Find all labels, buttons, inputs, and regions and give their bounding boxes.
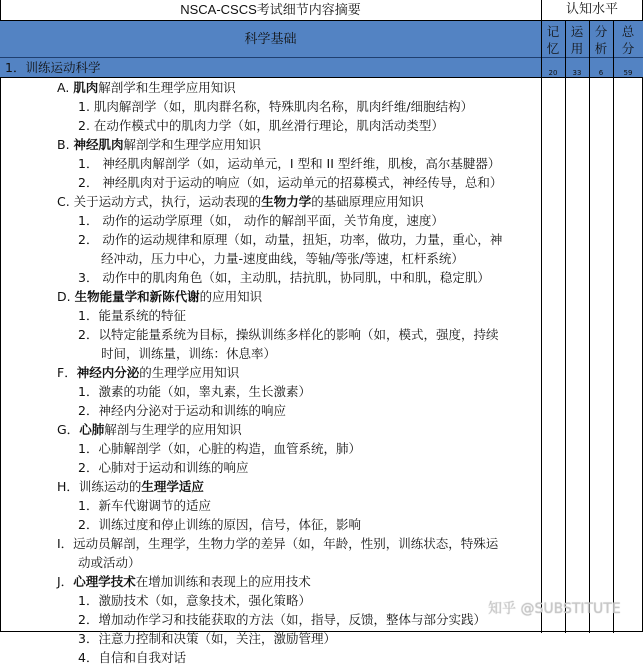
item-text: I．远动员解剖，生理学，生物力学的差异（如，年龄，性别，训练状态，特殊运 (57, 536, 499, 551)
column-divider (613, 20, 614, 633)
outline-item (57, 135, 261, 154)
outline-item (78, 439, 361, 458)
section-title: 1．训练运动科学 (0, 57, 541, 78)
outline-item (78, 401, 286, 420)
item-keyword: 心肺 (79, 422, 105, 437)
outline-item (78, 211, 444, 230)
outline-item (78, 268, 490, 287)
outline-item (78, 515, 361, 534)
item-text: 解剖学和生理学应用知识 (98, 80, 236, 95)
item-text: 1． 神经肌肉解剖学（如，运动单元，I 型和 II 型纤维，肌梭，高尔基腱器） (78, 156, 501, 171)
item-text: 的生理学应用知识 (139, 365, 240, 380)
col-header-analysis (589, 20, 613, 57)
outline-item (78, 591, 311, 610)
outline-item (101, 344, 276, 363)
outline-item (78, 325, 498, 344)
item-text: H．训练运动的 (57, 479, 142, 494)
col-header-text: 分 (621, 41, 635, 56)
col-header-text: 析 (594, 41, 608, 56)
col-header-text: 总 (621, 24, 635, 39)
outline-item (57, 420, 242, 439)
item-text: 2. 在动作模式中的肌肉力学（如，肌丝滑行理论，肌肉活动类型） (78, 118, 444, 133)
col-header-text: 分 (594, 24, 608, 39)
outline-item (78, 116, 444, 135)
item-text: 2．训练过度和停止训练的原因，信号，体征，影响 (78, 517, 361, 532)
item-text: 2．以特定能量系统为目标，操纵训练多样化的影响（如，模式，强度，持续 (78, 327, 499, 342)
item-text: 4．自信和自我对话 (78, 650, 186, 665)
item-text: 解剖与生理学的应用知识 (104, 422, 242, 437)
column-divider (541, 0, 542, 633)
outline-item (57, 287, 262, 306)
item-text: 的应用知识 (199, 289, 263, 304)
col-header-memory (541, 20, 565, 57)
outline-item (78, 496, 211, 515)
outline-item (78, 230, 502, 249)
outline-item (57, 477, 204, 496)
item-text: 经冲动，压力中心，力量-速度曲线，等轴/等张/等速，杠杆系统） (101, 251, 464, 266)
outline-item (78, 458, 248, 477)
col-header-text: 运 (570, 24, 584, 39)
outline-item (78, 382, 311, 401)
outline-item (78, 154, 500, 173)
score-total: 59 (613, 57, 643, 78)
cognitive-level-title: 认知水平 (565, 2, 618, 17)
score-analysis: 6 (589, 57, 613, 78)
item-keyword: 心理学技术 (73, 574, 136, 589)
outline-item (101, 249, 464, 268)
item-keyword: 生理学适应 (141, 479, 204, 494)
document-title: NSCA-CSCS考试细节内容摘要 (180, 2, 361, 17)
outline-item (78, 553, 141, 572)
item-text: 1．能量系统的特征 (78, 308, 186, 323)
item-text: 动或活动） (78, 555, 141, 570)
item-text: J． (57, 574, 74, 589)
outline-item (78, 306, 186, 325)
item-text: 3． 动作中的肌肉角色（如，主动肌，拮抗肌，协同肌，中和肌，稳定肌） (78, 270, 490, 285)
outline-item (78, 610, 486, 629)
item-text: 2．神经内分泌对于运动和训练的响应 (78, 403, 286, 418)
col-header-total (613, 20, 643, 57)
item-text: 1．激素的功能（如，睾丸素，生长激素） (78, 384, 311, 399)
outline-item (78, 648, 186, 667)
score-application: 33 (565, 57, 589, 78)
column-divider (589, 20, 590, 633)
item-text: A. (57, 80, 74, 95)
item-text: G． (57, 422, 80, 437)
column-divider (565, 20, 566, 633)
col-header-application (565, 20, 589, 57)
item-keyword: 生物能量学和新陈代谢 (74, 289, 200, 304)
item-text: 的基础原理应用知识 (311, 194, 424, 209)
outline-item (78, 629, 336, 648)
item-keyword: 神经内分泌 (76, 365, 140, 380)
outline-item (57, 534, 498, 553)
item-text: D. (57, 289, 75, 304)
item-text: 1．激励技术（如，意象技术，强化策略） (78, 593, 311, 608)
col-header-text: 用 (570, 41, 584, 56)
col-header-text: 记 (546, 24, 560, 39)
item-text: 1．新车代谢调节的适应 (78, 498, 211, 513)
item-text: 时间，训练量，训练：休息率） (101, 346, 277, 361)
item-text: 2． 神经肌肉对于运动的响应（如，运动单元的招募模式，神经传导，总和） (78, 175, 503, 190)
item-text: 2．心肺对于运动和训练的响应 (78, 460, 249, 475)
item-text: 2． 动作的运动规律和原理（如，动量，扭矩，功率，做功，力量，重心，神 (78, 232, 503, 247)
item-text: 2．增加动作学习和技能获取的方法（如，指导，反馈，整体与部分实践） (78, 612, 486, 627)
watermark: 知乎 @SUBSTITUTE (488, 601, 621, 617)
item-keyword: 生物力学 (261, 194, 312, 209)
outline-item (57, 192, 424, 211)
item-text: 1．心肺解剖学（如，心脏的构造，血管系统，肺） (78, 441, 361, 456)
item-text: 3．注意力控制和决策（如，关注，激励管理） (78, 631, 336, 646)
outline-item (78, 173, 502, 192)
item-text: 在增加训练和表现上的应用技术 (135, 574, 311, 589)
score-memory: 20 (541, 57, 565, 78)
item-text: 解剖学和生理学应用知识 (123, 137, 262, 152)
section-header: 科学基础 (0, 20, 541, 57)
item-text: F． (57, 365, 77, 380)
item-keyword: 肌肉 (73, 80, 99, 95)
item-text: B. (57, 137, 74, 152)
item-keyword: 神经肌肉 (73, 137, 124, 152)
outline-item (78, 97, 473, 116)
outline-item (57, 572, 311, 591)
item-text: C. 关于运动方式，执行，运动表现的 (57, 194, 262, 209)
col-header-text: 忆 (546, 41, 560, 56)
item-text: 1． 动作的运动学原理（如， 动作的解剖平面，关节角度，速度） (78, 213, 444, 228)
outline-item (57, 363, 239, 382)
outline-item (57, 78, 236, 97)
item-text: 1. 肌肉解剖学（如，肌肉群名称，特殊肌肉名称，肌肉纤维/细胞结构） (78, 99, 474, 114)
